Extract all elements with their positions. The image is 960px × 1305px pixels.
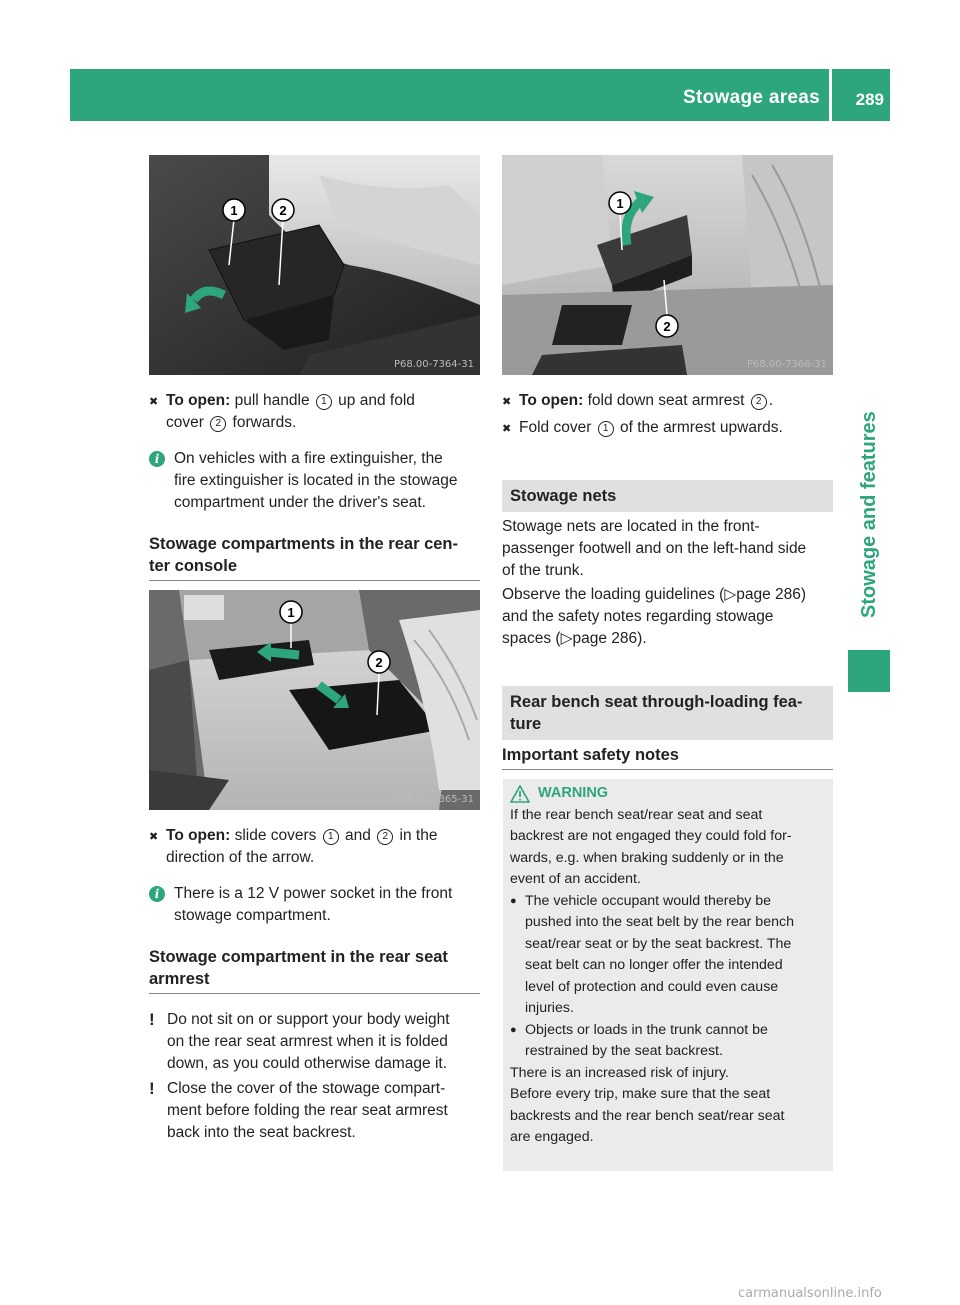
callout-2: 2 [279, 203, 287, 218]
caution-note-armrest-weight: ! Do not sit on or support your body weight on the rear seat armrest when it is folded down, as you could otherwise damage it. [149, 1009, 484, 1075]
warning-risk-line: There is an increased risk of injury. [510, 1064, 729, 1081]
warning-instruction: Before every trip, make sure that the seat backrests and the rear bench seat/rear seat are engaged. [510, 1086, 785, 1145]
caution-note-close-cover: ! Close the cover of the stowage compart- ment before folding the rear seat armrest back into the seat backrest. [149, 1078, 484, 1144]
warning-bullet: ● Objects or loads in the trunk cannot be restrained by the seat backrest. [510, 1020, 828, 1063]
page-ref-arrow-icon: ▷ [560, 630, 573, 647]
page-number: 289 [855, 90, 884, 109]
warning-box [503, 779, 833, 1171]
section-bar-through-loading: Rear bench seat through-loading fea- ture [502, 686, 833, 740]
section-bar-stowage-nets: Stowage nets [502, 480, 833, 512]
image-code: P68.00-7366-31 [746, 359, 827, 370]
heading-rear-center-console: Stowage compartments in the rear cen- ter console [149, 533, 480, 581]
warning-triangle-icon [510, 785, 530, 803]
stowage-nets-paragraph: Stowage nets are located in the front- passenger footwell and on the left-hand side of the trunk. [502, 518, 807, 579]
step-arrow-icon: ✖ [502, 423, 512, 435]
callout-1: 1 [287, 605, 295, 620]
image-code: P68.00-7364-31 [393, 359, 474, 370]
caution-icon: ! [149, 1010, 155, 1029]
warning-header [510, 783, 828, 805]
heading-important-safety-notes: Important safety notes [502, 744, 833, 770]
caution-icon: ! [149, 1079, 155, 1098]
warning-bullet: ● The vehicle occupant would thereby be pushed into the seat belt by the rear bench seat/rear seat or by the seat backrest. The seat belt can no longer offer the intended level of protection and could even cause injuries. [510, 891, 828, 1020]
info-note-power-socket: i There is a 12 V power socket in the front stowage compartment. [149, 883, 484, 927]
info-icon: i [149, 886, 165, 902]
step-arrow-icon: ✖ [502, 396, 512, 408]
callout-2: 2 [663, 319, 671, 334]
step-arrow-icon: ✖ [149, 831, 159, 843]
callout-2: 2 [375, 655, 383, 670]
warning-title: WARNING [538, 785, 609, 801]
callout-1: 1 [616, 196, 624, 211]
open-instruction-armrest: ✖ To open: fold down seat armrest 2 . ✖ Fold cover 1 of the armrest upwards. [502, 390, 837, 440]
page-ref-link[interactable]: page 286). [572, 630, 647, 647]
page-ref-arrow-icon: ▷ [724, 586, 737, 603]
photo-rear-armrest [502, 155, 833, 375]
page-ref-link[interactable]: page 286) [736, 586, 807, 603]
callout-1: 1 [230, 203, 238, 218]
info-icon: i [149, 451, 165, 467]
side-tab-label: Stowage and features [858, 411, 880, 618]
header-separator [829, 69, 832, 121]
side-tab-marker [848, 650, 890, 692]
watermark: carmanualsonline.info [738, 1286, 882, 1301]
photo-seat-stowage [149, 155, 480, 375]
photo-rear-console [149, 590, 480, 810]
bullet-r-icon: ● [510, 1023, 517, 1036]
image-code: P68.00-7365-31 [393, 794, 474, 805]
warning-paragraph: If the rear bench seat/rear seat and seat backrest are not engaged they could fold for- wards, e.g. when braking suddenly or in the event of an accident. [510, 806, 792, 887]
bullet-r-icon: ● [510, 894, 517, 907]
page-header-band [70, 69, 890, 121]
open-instruction-seat: ✖ To open: pull handle 1 up and fold cover 2 forwards. [149, 390, 484, 434]
open-instruction-console: ✖ To open: slide covers 1 and 2 in the direction of the arrow. [149, 825, 484, 869]
section-title: Stowage areas [683, 87, 820, 108]
step-arrow-icon: ✖ [149, 396, 159, 408]
loading-guidelines-paragraph: Observe the loading guidelines (▷page 286) and the safety notes regarding stowage spaces (▷page 286). [502, 586, 807, 647]
heading-rear-seat-armrest: Stowage compartment in the rear seat armrest [149, 946, 480, 994]
info-note-extinguisher: i On vehicles with a fire extinguisher, the fire extinguisher is located in the stowage compartment under the driver's seat. [149, 448, 484, 514]
